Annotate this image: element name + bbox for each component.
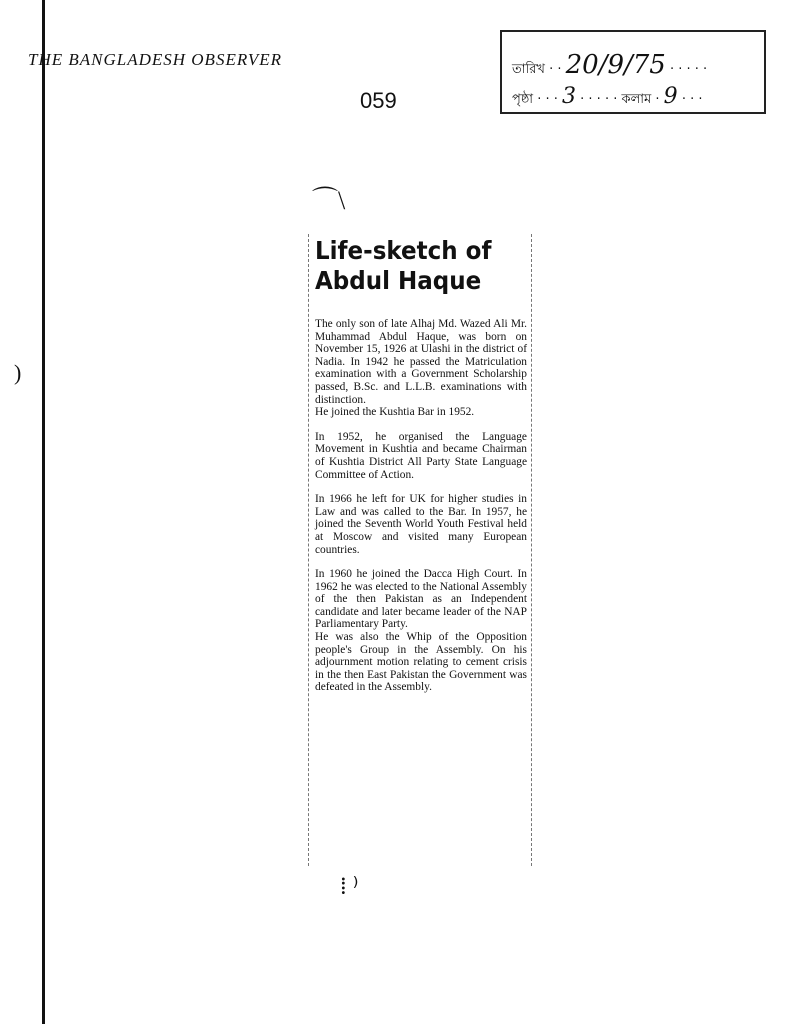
scan-smudge-mark: ⁞ ⁾: [340, 874, 359, 900]
headline-line-2: Abdul Haque: [315, 266, 482, 295]
article-paragraph: In 1952, he organised the Language Movement in Kushtia and became Chairman of Kushtia District All Party State Language Committee of Action.: [315, 430, 527, 481]
newspaper-clipping: [308, 234, 532, 866]
margin-rule: [42, 0, 45, 1024]
article-paragraph: The only son of late Alhaj Md. Wazed Ali Mr. Muhammad Abdul Haque, was born on November 15, 1926 at Ulashi in the district of Nadia. In 1942 he passed the Matriculation examination with a Government Scholarship passed, B.Sc. and L.L.B. examinations with distinction. He joined the Kushtia Bar in 1952.: [315, 318, 527, 419]
newspaper-masthead: THE BANGLADESH OBSERVER: [28, 50, 283, 69]
stamp-page-row: পৃষ্ঠা · · · 3 · · · · · কলাম · 9 · · ·: [512, 84, 703, 109]
stamp-page-label: পৃষ্ঠা: [512, 92, 534, 107]
pen-hook-mark: ⌒\: [312, 186, 346, 215]
stamp-column-label: কলাম: [621, 92, 652, 107]
stamp-page-value: 3: [562, 84, 577, 109]
stamp-date-row: তারিখ · · 20/9/75 · · · · ·: [512, 50, 708, 80]
stamp-date-value: 20/9/75: [565, 50, 666, 80]
headline-line-1: Life-sketch of: [315, 236, 492, 265]
stamp-column-value: 9: [663, 84, 678, 109]
margin-bracket-mark: ): [14, 360, 22, 385]
article-paragraph: In 1960 he joined the Dacca High Court. In 1962 he was elected to the National Assembly of the then Pakistan as an Independent candidate and later became leader of the NAP Parliamentary Party. He was also the Whip of the Opposition people's Group in the Assembly. On his adjournment motion relating to cement crisis in the then East Pakistan the Government was defeated in the Assembly.: [315, 568, 527, 694]
archive-page-number: 059: [360, 88, 397, 113]
article-body: [315, 318, 527, 706]
archive-stamp: [500, 30, 766, 114]
stamp-date-label: তারিখ: [512, 62, 545, 77]
article-headline: [315, 236, 512, 296]
article-paragraph: In 1966 he left for UK for higher studies in Law and was called to the Bar. In 1957, he joined the Seventh World Youth Festival held at Moscow and visited many European countries.: [315, 493, 527, 556]
